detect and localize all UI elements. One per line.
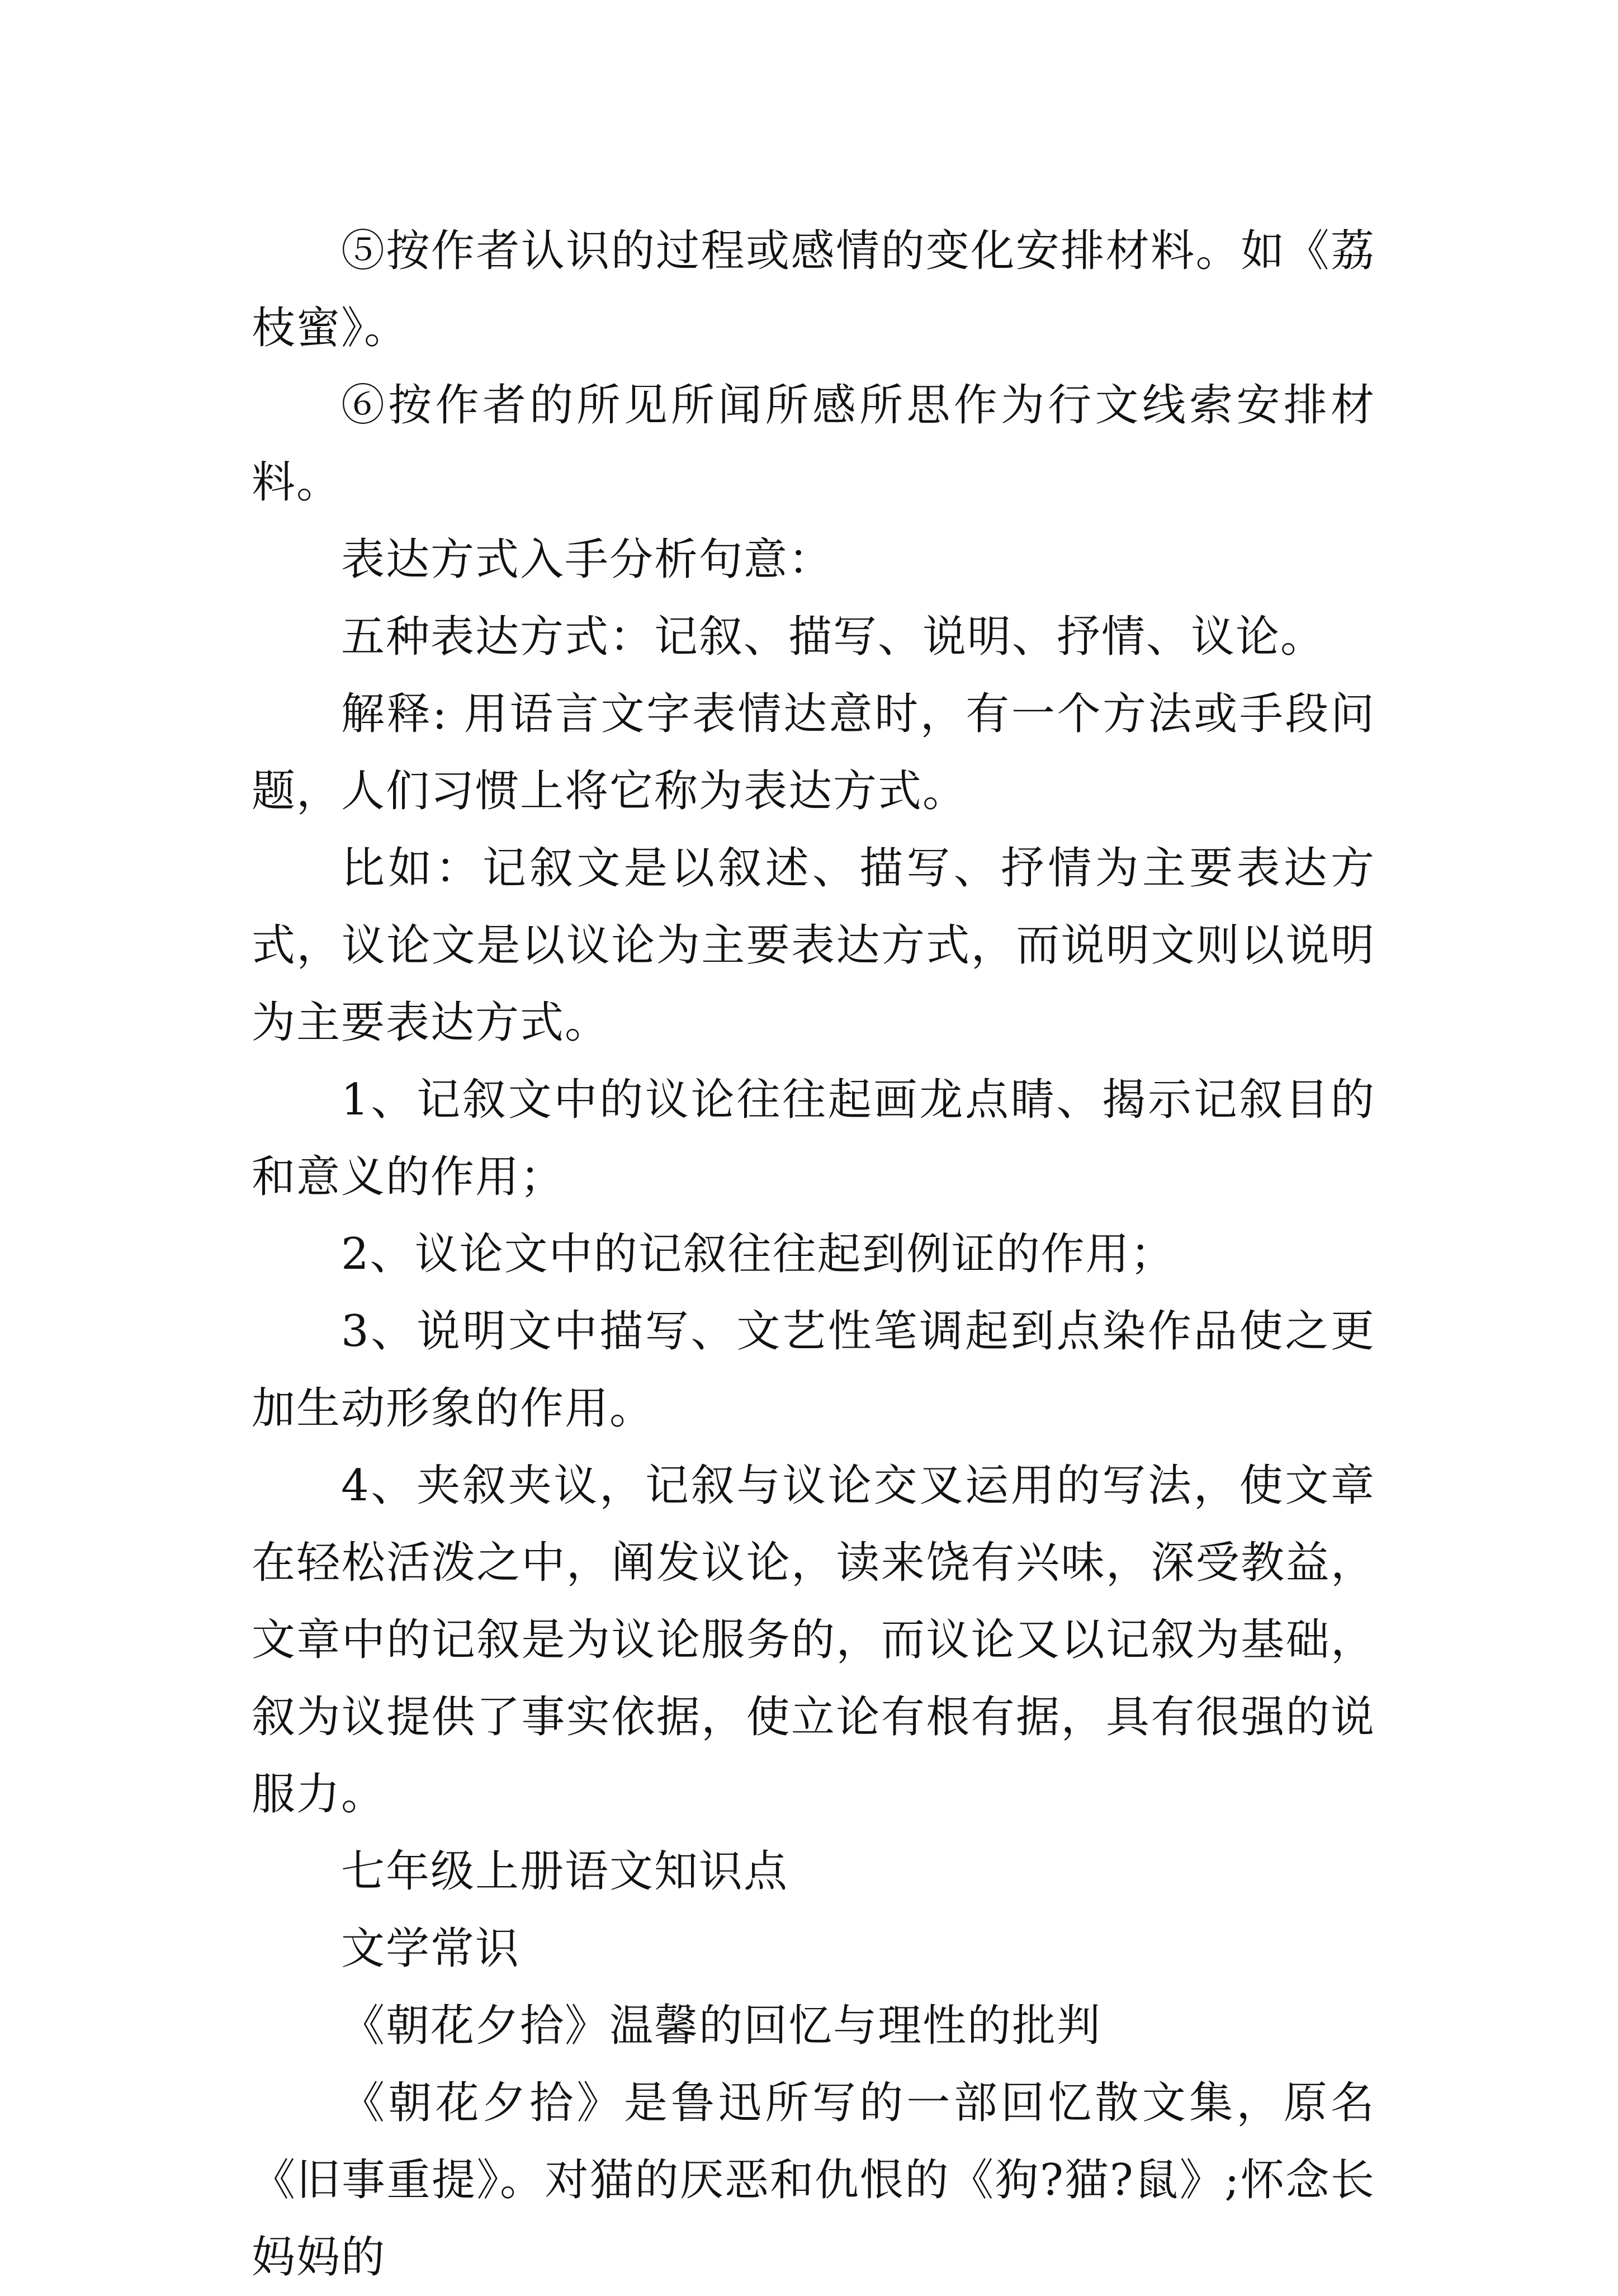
paragraph-lychee-honey: ⑤按作者认识的过程或感情的变化安排材料。如《荔枝蜜》。	[252, 226, 1375, 353]
paragraph-point-3: 3、说明文中描写、文艺性笔调起到点染作品使之更加生动形象的作用。	[252, 1306, 1375, 1434]
section-heading-literature: 文学常识	[341, 1924, 521, 1974]
paragraph-book-intro: 《朝花夕拾》是鲁迅所写的一部回忆散文集，原名《旧事重提》。对猫的厌恶和仇恨的《狗?猫?鼠》;怀念长妈妈的	[252, 2078, 1375, 2283]
book-title-heading: 《朝花夕拾》温馨的回忆与理性的批判	[341, 2001, 1102, 2051]
paragraph-five-modes: 五种表达方式：记叙、描写、说明、抒情、议论。	[341, 612, 1326, 662]
paragraph-expression-heading: 表达方式入手分析句意：	[341, 535, 834, 585]
paragraph-example: 比如：记叙文是以叙述、描写、抒情为主要表达方式，议论文是以议论为主要表达方式，而说明文则以说明为主要表达方式。	[252, 843, 1375, 1048]
paragraph-point-2: 2、议论文中的记叙往往起到例证的作用；	[341, 1229, 1175, 1279]
paragraph-point-1: 1、记叙文中的议论往往起画龙点睛、揭示记叙目的和意义的作用；	[252, 1075, 1375, 1202]
document-body	[252, 212, 1375, 2296]
paragraph-point-4: 4、夹叙夹议，记叙与议论交叉运用的写法，使文章在轻松活泼之中，阐发议论，读来饶有兴味，深受教益，文章中的记叙是为议论服务的，而议论又以记叙为基础，叙为议提供了事实依据，使立论有根有据，具有很强的说服力。	[252, 1461, 1375, 1820]
paragraph-clue-arrangement: ⑥按作者的所见所闻所感所思作为行文线索安排材料。	[252, 380, 1375, 508]
paragraph-explanation: 解释: 用语言文字表情达意时，有一个方法或手段问题，人们习惯上将它称为表达方式。	[252, 689, 1375, 816]
section-heading-grade7: 七年级上册语文知识点	[341, 1846, 789, 1897]
